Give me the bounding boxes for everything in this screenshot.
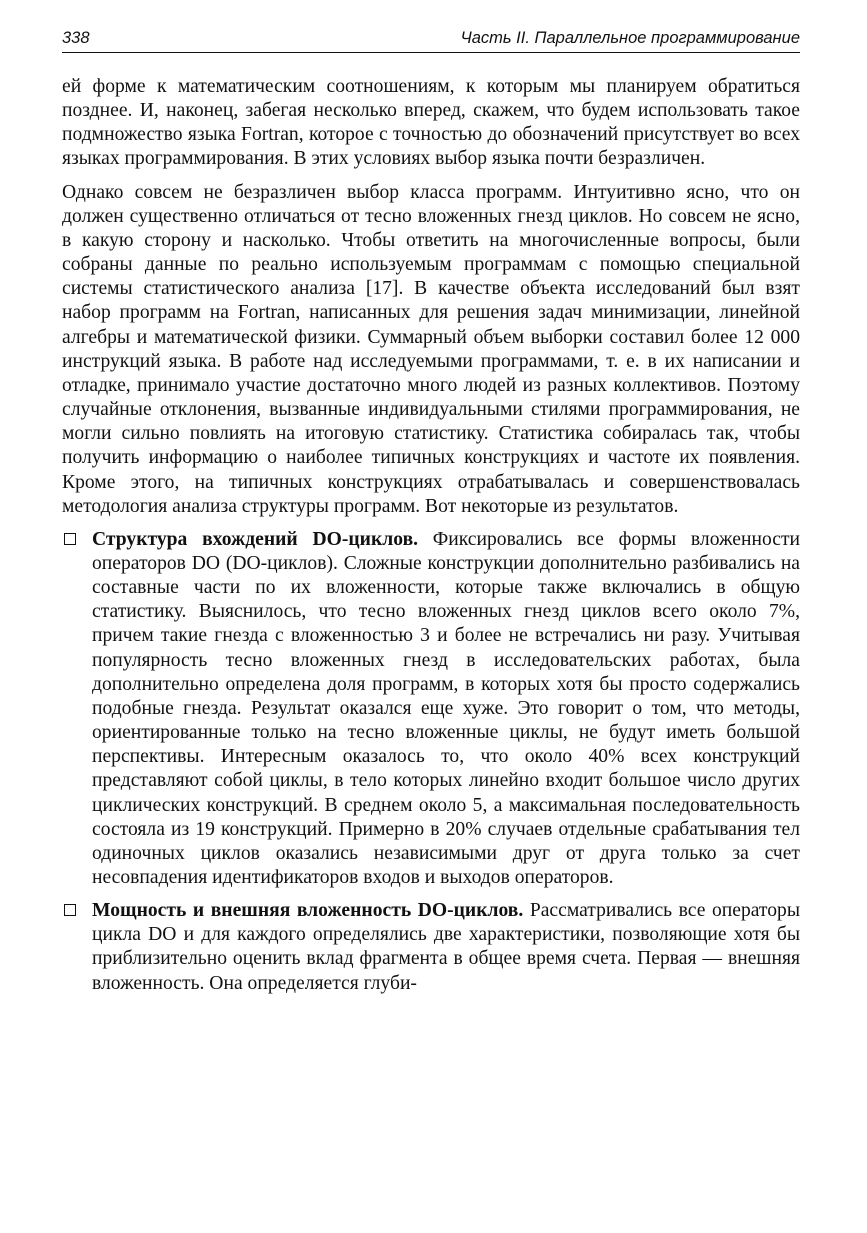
bullet-item-do-loop-structure — [62, 528, 800, 890]
page-number: 338 — [62, 29, 90, 47]
bullet-text: Фиксировались все формы вложенности операторов DO (DO-циклов). Сложные конструкции дополнительно разбивались на составные части по их вложенности, которые также включались в общую статистику. Выяснилось, что тесно вложенных гнезд циклов всего около 7%, причем такие гнезда с вложенностью 3 и более не встречались ни разу. Учитывая популярность тесно вложенных гнезд в исследовательских работах, была дополнительно определена доля программ, в которых хотя бы просто содержались подобные гнезда. Результат оказался еще хуже. Это говорит о том, что методы, ориентированные только на тесно вложенные циклы, не будут иметь большой перспективы. Интересным оказалось то, что около 40% всех конструкций представляют собой циклы, в тело которых линейно входит большое число других циклических конструкций. В среднем около 5, а максимальная последовательность состояла из 19 конструкций. Примерно в 20% случаев отдельные срабатывания тел одиночных циклов оказались независимыми друг от друга только за счет несовпадения идентификаторов входов и выходов операторов. — [92, 528, 800, 888]
paragraph-program-class: Однако совсем не безразличен выбор класса программ. Интуитивно ясно, что он должен существенно отличаться от тесно вложенных гнезд циклов. Но совсем не ясно, в какую сторону и насколько. Чтобы ответить на многочисленные вопросы, были собраны данные по реально используемым программам с помощью специальной системы статистического анализа [17]. В качестве объекта исследований был взят набор программ на Fortran, написанных для решения задач минимизации, линейной алгебры и математической физики. Суммарный объем выборки составил более 12 000 инструкций языка. В работе над исследуемыми программами, т. е. в их написании и отладке, принимало участие достаточно много людей из разных коллективов. Поэтому случайные отклонения, вызванные индивидуальными стилями программирования, не могли сильно повлиять на итоговую статистику. Статистика собиралась так, чтобы получить информацию о наиболее типичных конструкциях и частоте их появления. Кроме этого, на типичных конструкциях отрабатывалась и совершенствовалась методология анализа структуры программ. Вот некоторые из результатов. — [62, 181, 800, 517]
hollow-square-bullet-icon — [64, 533, 76, 545]
bullet-item-do-loop-power — [62, 899, 800, 996]
book-page — [62, 28, 800, 996]
section-title: Часть II. Параллельное программирование — [460, 29, 800, 47]
running-header — [62, 28, 800, 53]
bullet-lead: Мощность и внешняя вложенность DO-циклов. — [92, 900, 524, 922]
page-body — [62, 75, 800, 996]
bullet-text: Рассматривались все операторы цикла DO и для каждого определялись две характеристики, позволяющие хотя бы приблизительно оценить вклад фрагмента в общее время счета. Первая — внешняя вложенность. Она определяется глуби- — [92, 900, 800, 994]
hollow-square-bullet-icon — [64, 904, 76, 916]
paragraph-continuation: ей форме к математическим соотношениям, к которым мы планируем обратиться позднее. И, наконец, забегая несколько вперед, скажем, что будем использовать такое подмножество языка Fortran, которое с точностью до обозначений присутствует во всех языках программирования. В этих условиях выбор языка почти безразличен. — [62, 76, 800, 170]
bullet-lead: Структура вхождений DO-циклов. — [92, 528, 419, 550]
